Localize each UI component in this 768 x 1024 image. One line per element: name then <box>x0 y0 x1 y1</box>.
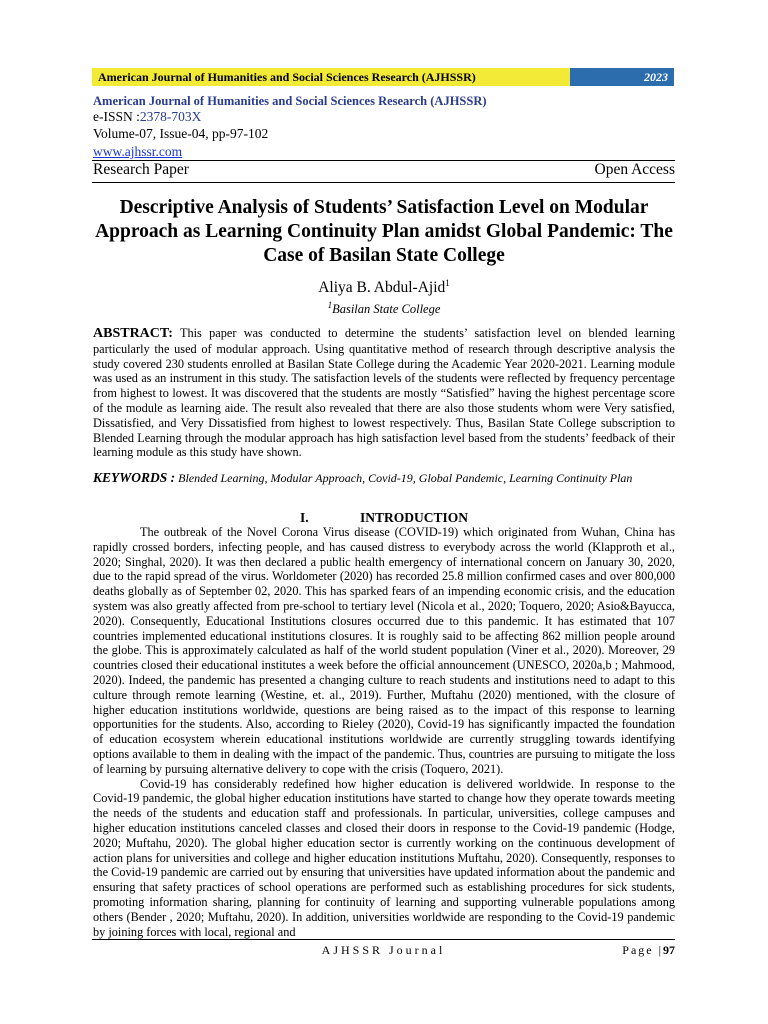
website-line <box>93 143 182 160</box>
author-sup: 1 <box>445 278 450 288</box>
abstract-text: This paper was conducted to determine the students’ satisfaction level on blended learning particularly the used of modular approach. Using quantitative method of research through descriptive analysis the study covered 230 students enrolled at Basilan State College during the Academic Year 2020-2021. Learning module was used as an instrument in this study. The satisfaction levels of the students were reflected by frequency percentage from highest to lowest. It was discovered that the students are mostly “Satisfied” having the highest percentage score of the module as learning aide. The result also revealed that there are also those students whom were Very satisfied, Dissatisfied, and Very Dissatisfied from highest to lowest respectively. Thus, Basilan State College subscription to Blended Learning through the modular approach has high satisfaction level based from the students’ feedback of their learning module as this study have shown. <box>93 326 675 460</box>
paper-type-bar <box>93 161 675 179</box>
author-line <box>0 278 768 297</box>
paper-type: Research Paper <box>93 161 189 178</box>
footer-rule <box>92 939 675 940</box>
body-paragraph: Covid-19 has considerably redefined how higher education is delivered worldwide. In response to the Covid-19 pandemic, the global higher education institutions have started to change how they operate towards meeting the needs of the students and education staff and professionals. In particular, universities, college campuses and higher education institutions canceled classes and closed their doors in response to the Covid-19 pandemic (Hodge, 2020; Muftahu, 2020). The global higher education sector is currently working on the continuous development of action plans for universities and college and higher education institutions Muftahu, 2020). Consequently, responses to the Covid-19 pandemic are carried out by ensuring that universities have updated information about the pandemic and ensuring that safety practices of school operations are performed such as establishing procedures for sick students, promoting information sharing, planning for continuity of learning and supporting vulnerable populations among others (Bender , 2020; Muftahu, 2020). In addition, universities worldwide are responding to the Covid-19 pandemic by joining forces with local, regional and <box>93 776 675 939</box>
author-name: Aliya B. Abdul-Ajid <box>318 279 446 297</box>
website-link[interactable]: www.ajhssr.com <box>93 144 183 159</box>
footer-journal: AJHSSR Journal <box>321 943 446 957</box>
access-type: Open Access <box>594 161 675 178</box>
affiliation-line <box>0 300 768 317</box>
footer-page <box>622 943 675 958</box>
banner-year: 2023 <box>570 68 674 86</box>
journal-name: American Journal of Humanities and Social Sciences Research (AJHSSR) <box>93 94 487 108</box>
paper-title: Descriptive Analysis of Students’ Satisfaction Level on Modular Approach as Learning Continuity Plan amidst Global Pandemic: The Case of Basilan State College <box>95 197 673 266</box>
body-paragraph: The outbreak of the Novel Corona Virus disease (COVID-19) which originated from Wuhan, China has rapidly crossed borders, infecting people, and has caused distress to everybody across the world (Klapproth et al., 2020; Singhal, 2020). It was then declared a public health emergency of international concern on January 30, 2020, due to the rapid spread of the virus. Worldometer (2020) has recorded 25.8 million confirmed cases and over 800,000 deaths globally as of September 02, 2020. This has sparked fears of an impending economic crisis, and the education system was also greatly affected from pre-school to tertiary level (Nicola et al., 2020; Toquero, 2020; Asio&Bayucca, 2020). Consequently, Educational Institutions closures occurred due to this pandemic. It has estimated that 107 countries implemented educational institutions closures. It is roughly said to be affecting 862 million people around the globe. This is approximately calculated as half of the world student population (Viner et al., 2020). Moreover, 29 countries closed their educational institutes a week before the official announcement (UNESCO, 2020a,b ; Mahmood, 2020). Indeed, the pandemic has presented a changing culture to reach students and institutions need to adapt to this culture through remote learning (Westine, et. al., 2019). Further, Muftahu (2020) mentioned, with the closure of higher education institutions worldwide, questions are being raised as to the impact of this response to learning opportunities for the students. Also, according to Rieley (2020), Covid-19 has significantly impacted the foundation of education ecosystem wherein educational institutions worldwide are currently struggling towards identifying options available to them in dealing with the impact of the pandemic. Thus, countries are pursuing to mitigate the loss of learning by pursuing alternative delivery to cope with the crisis (Toquero, 2021). <box>93 525 675 776</box>
banner-journal-title: American Journal of Humanities and Social Sciences Research (AJHSSR) <box>92 68 570 86</box>
journal-banner <box>92 68 674 86</box>
footer-page-number: 97 <box>663 943 675 957</box>
footer-page-label: Page | <box>622 943 663 957</box>
section-number: I. <box>299 510 309 525</box>
body-text <box>93 525 675 939</box>
volume-line: Volume-07, Issue-04, pp-97-102 <box>93 126 269 141</box>
eissn-value: 2378-703X <box>139 109 202 124</box>
affiliation: Basilan State College <box>332 302 441 317</box>
abstract-label: ABSTRACT: <box>93 326 173 341</box>
keywords <box>93 470 675 486</box>
keywords-label: KEYWORDS : <box>93 470 176 485</box>
eissn-label: e-ISSN : <box>93 109 140 124</box>
header-rule-bottom <box>92 182 675 183</box>
abstract <box>93 326 675 460</box>
section-title: INTRODUCTION <box>359 510 468 525</box>
keywords-text: Blended Learning, Modular Approach, Covid-19, Global Pandemic, Learning Continuity Plan <box>175 471 633 485</box>
affiliation-sup: 1 <box>327 300 333 310</box>
eissn-line <box>93 108 201 125</box>
section-heading <box>0 510 768 526</box>
